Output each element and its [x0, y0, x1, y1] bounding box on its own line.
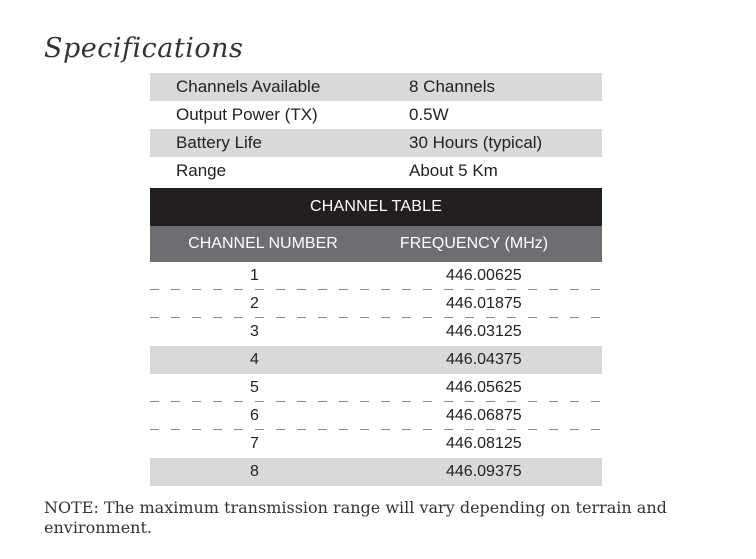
spec-label: Battery Life: [176, 133, 262, 152]
channel-frequency: 446.06875: [446, 407, 522, 424]
channel-frequency: 446.01875: [446, 295, 522, 312]
channel-number: 2: [250, 295, 259, 312]
column-header-frequency: FREQUENCY (MHz): [399, 235, 549, 252]
table-row: [150, 318, 602, 346]
table-row: [150, 374, 602, 402]
channel-number: 7: [250, 435, 259, 452]
channel-frequency: 446.04375: [446, 351, 522, 368]
spec-label: Range: [176, 161, 227, 180]
table-row: [150, 290, 602, 318]
channel-number: 8: [250, 463, 259, 480]
channel-frequency: 446.03125: [446, 323, 522, 340]
spec-row-battery-life: [150, 129, 602, 157]
channel-number: 1: [250, 267, 259, 284]
channel-table-title: CHANNEL TABLE: [150, 188, 602, 226]
spec-value: 0.5W: [409, 105, 449, 124]
table-row: [150, 346, 602, 374]
channel-number: 4: [250, 351, 259, 368]
specifications-table: [150, 73, 602, 185]
channel-number: 6: [250, 407, 259, 424]
channel-table-body: [150, 262, 602, 486]
table-row: [150, 458, 602, 486]
table-row: [150, 262, 602, 290]
column-header-channel-number: CHANNEL NUMBER: [188, 235, 338, 252]
channel-table-header: [150, 226, 602, 262]
spec-label: Output Power (TX): [176, 105, 318, 124]
channel-frequency: 446.05625: [446, 379, 522, 396]
spec-label: Channels Available: [176, 77, 321, 96]
spec-value: 30 Hours (typical): [409, 133, 543, 152]
channel-frequency: 446.09375: [446, 463, 522, 480]
channel-number: 3: [250, 323, 259, 340]
table-row: [150, 430, 602, 458]
page-heading: Specifications: [44, 33, 244, 64]
spec-value: 8 Channels: [409, 77, 496, 96]
table-row: [150, 402, 602, 430]
range-note: NOTE: The maximum transmission range will vary depending on terrain and environment.: [44, 498, 667, 537]
channel-frequency: 446.00625: [446, 267, 522, 284]
spec-value: About 5 Km: [409, 161, 498, 180]
channel-number: 5: [250, 379, 259, 396]
channel-frequency: 446.08125: [446, 435, 522, 452]
spec-row-range: [150, 157, 602, 185]
spec-row-output-power: [150, 101, 602, 129]
spec-row-channels: [150, 73, 602, 101]
